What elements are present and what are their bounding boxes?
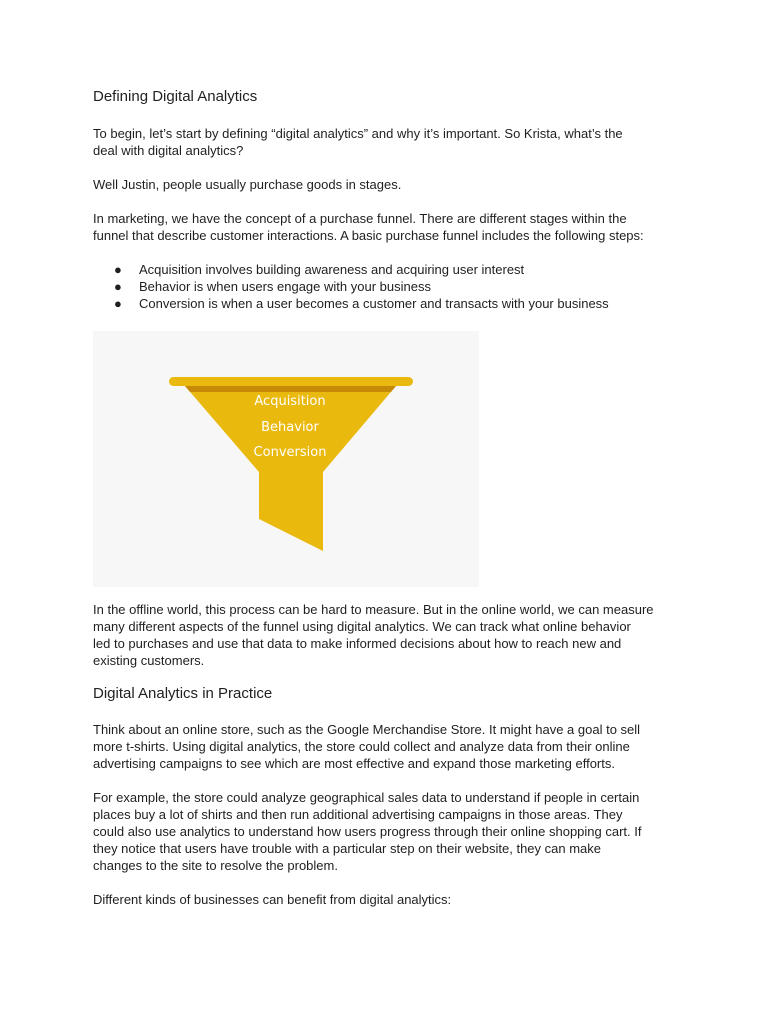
- funnel-steps-list: [93, 261, 683, 312]
- bullet-icon: ●: [114, 296, 122, 311]
- store-line-2: more t-shirts. Using digital analytics, the store could collect and analyze data from their online: [93, 739, 630, 754]
- funnel-intro-line-1: In marketing, we have the concept of a purchase funnel. There are different stages within the: [93, 211, 627, 226]
- funnel-intro-line-2: funnel that describe customer interactions. A basic purchase funnel includes the following steps:: [93, 228, 644, 243]
- list-item: [93, 261, 683, 278]
- funnel-stage-conversion: Conversion: [253, 445, 327, 460]
- offline-line-1: In the offline world, this process can be hard to measure. But in the online world, we can measure: [93, 602, 654, 617]
- funnel-rim-shadow: [185, 386, 396, 392]
- store-line-1: Think about an online store, such as the Google Merchandise Store. It might have a goal to sell: [93, 722, 641, 737]
- store-paragraph: [93, 721, 683, 772]
- example-line-2: places buy a lot of shirts and then run additional advertising campaigns in those areas. They: [93, 807, 623, 822]
- list-item-text: Behavior is when users engage with your business: [139, 279, 431, 294]
- offline-line-3: led to purchases and use that data to make informed decisions about how to reach new and: [93, 636, 622, 651]
- intro-paragraph: [93, 125, 683, 159]
- section-heading-defining: Defining Digital Analytics: [93, 88, 258, 105]
- example-line-1: For example, the store could analyze geographical sales data to understand if people in certain: [93, 790, 640, 805]
- funnel-illustration: [93, 331, 479, 587]
- list-item-text: Acquisition involves building awareness and acquiring user interest: [139, 262, 525, 277]
- list-item-text: Conversion is when a user becomes a customer and transacts with your business: [139, 296, 609, 311]
- document-page: [93, 86, 683, 908]
- offline-line-2: many different aspects of the funnel using digital analytics. We can track what online behavior: [93, 619, 631, 634]
- bullet-icon: ●: [114, 279, 122, 294]
- businesses-paragraph: Different kinds of businesses can benefit from digital analytics:: [93, 892, 452, 907]
- offline-online-paragraph: [93, 601, 683, 669]
- store-line-3: advertising campaigns to see which are most effective and expand those marketing efforts.: [93, 756, 615, 771]
- offline-line-4: existing customers.: [93, 653, 205, 668]
- funnel-stage-behavior: Behavior: [261, 420, 319, 435]
- list-item: [93, 278, 683, 295]
- justin-paragraph: Well Justin, people usually purchase goods in stages.: [93, 177, 402, 192]
- list-item: [93, 295, 683, 312]
- funnel-rim: [169, 377, 413, 386]
- intro-line-2: deal with digital analytics?: [93, 143, 244, 158]
- example-paragraph: [93, 789, 683, 874]
- purchase-funnel-figure: [93, 331, 479, 587]
- example-line-5: changes to the site to resolve the problem.: [93, 858, 338, 873]
- example-line-3: could also use analytics to understand how users progress through their online shopping cart. If: [93, 824, 642, 839]
- funnel-body: [185, 386, 396, 551]
- funnel-stage-acquisition: Acquisition: [254, 394, 326, 409]
- bullet-icon: ●: [114, 262, 122, 277]
- intro-line-1: To begin, let’s start by defining “digital analytics” and why it’s important. So Krista, what’s the: [93, 126, 623, 141]
- example-line-4: they notice that users have trouble with a particular step on their website, they can make: [93, 841, 601, 856]
- funnel-intro-paragraph: [93, 210, 683, 244]
- section-heading-practice: Digital Analytics in Practice: [93, 685, 273, 702]
